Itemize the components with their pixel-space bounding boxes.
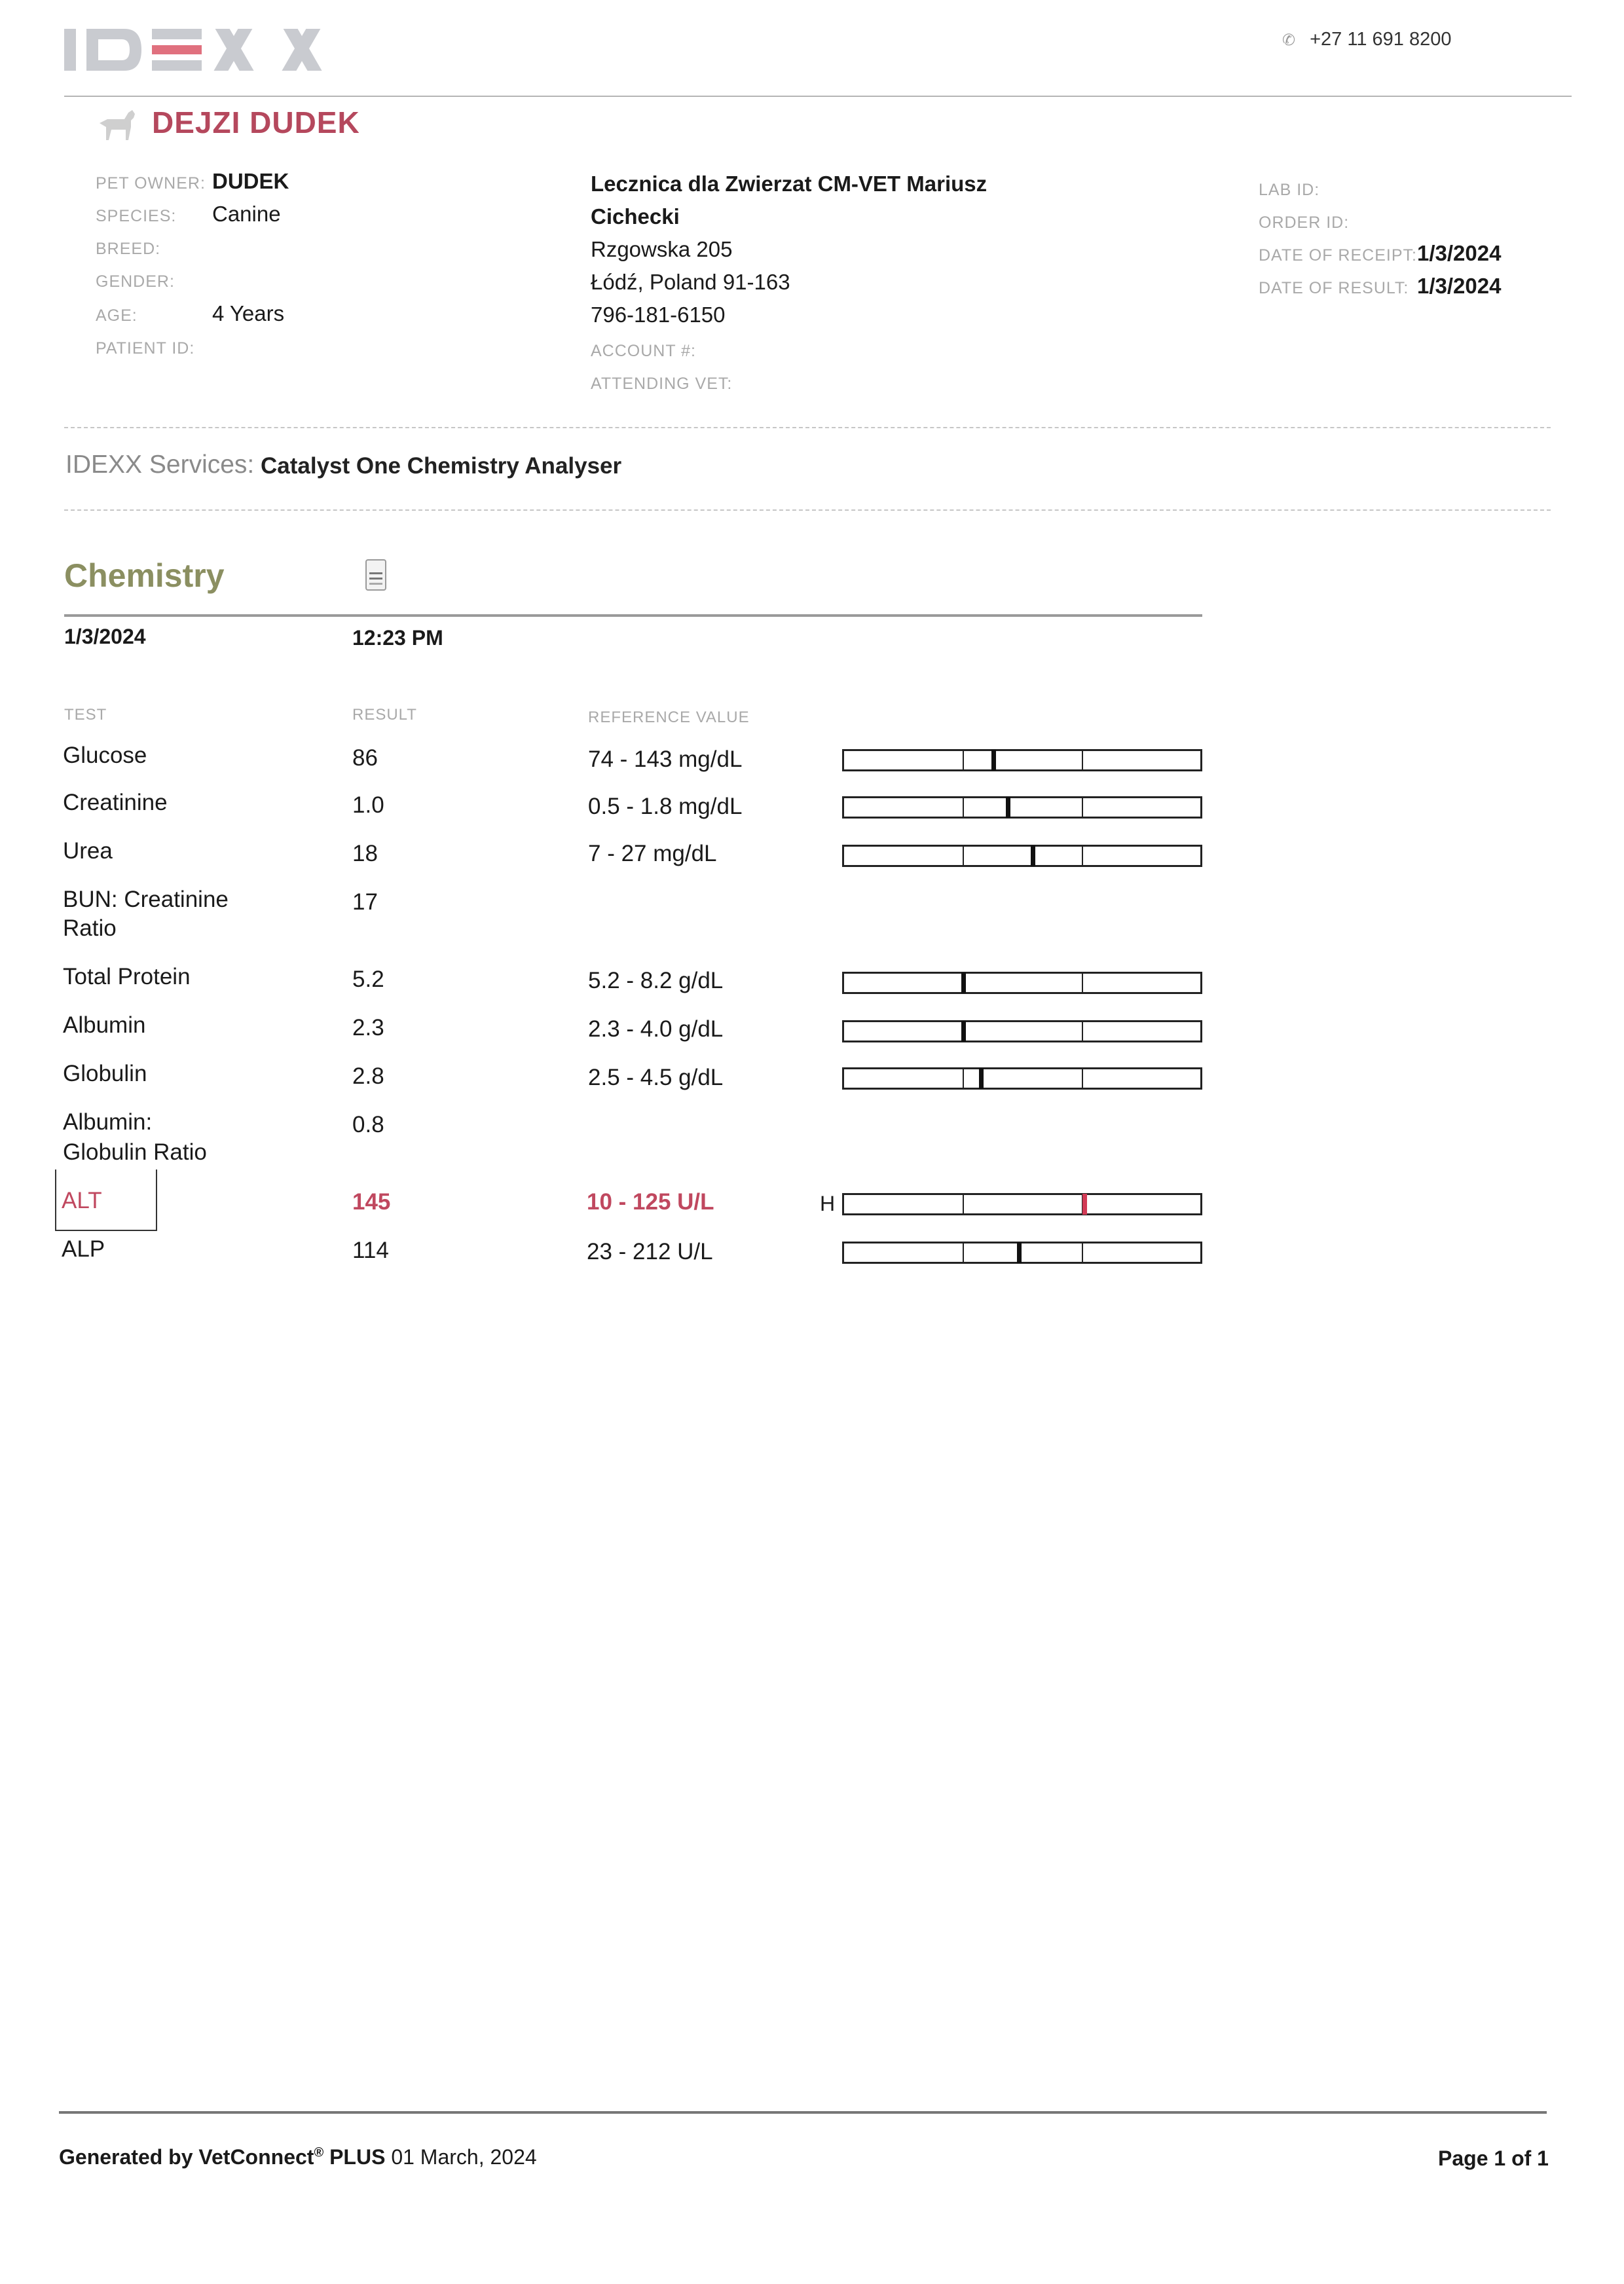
date-of-result-label: DATE OF RESULT:: [1259, 279, 1409, 297]
clinic-phone: 796-181-6150: [591, 303, 726, 327]
test-reference: 10 - 125 U/L: [587, 1189, 714, 1215]
test-reference: 5.2 - 8.2 g/dL: [588, 968, 724, 993]
test-name: Albumin:: [63, 1109, 153, 1135]
generated-date: 01 March, 2024: [391, 2145, 537, 2169]
test-reference: 23 - 212 U/L: [587, 1239, 713, 1264]
test-name: Globulin: [63, 1061, 147, 1086]
range-bar: [842, 972, 1202, 994]
test-result: 0.8: [352, 1112, 384, 1137]
test-reference: 2.5 - 4.5 g/dL: [588, 1065, 724, 1090]
test-reference: 74 - 143 mg/dL: [588, 746, 743, 772]
range-bar: [842, 1193, 1202, 1215]
range-marker: [1031, 845, 1035, 866]
patient-name: DEJZI DUDEK: [152, 105, 360, 139]
test-name-line2: Globulin Ratio: [63, 1139, 207, 1165]
range-bar: [842, 1020, 1202, 1042]
range-bar: [842, 1242, 1202, 1264]
chemistry-time: 12:23 PM: [352, 626, 443, 650]
account-label: ACCOUNT #:: [591, 342, 696, 360]
date-of-result-value: 1/3/2024: [1417, 274, 1502, 298]
date-of-receipt-label: DATE OF RECEIPT:: [1259, 246, 1417, 265]
test-name-line2: Ratio: [63, 915, 117, 941]
test-name: Albumin: [63, 1012, 146, 1038]
date-of-receipt-value: 1/3/2024: [1417, 241, 1502, 265]
services-label: IDEXX Services:: [65, 451, 255, 479]
test-result: 5.2: [352, 967, 384, 992]
test-name: Glucose: [63, 743, 147, 768]
test-result: 2.3: [352, 1015, 384, 1041]
dog-icon: [94, 103, 143, 143]
range-marker: [1017, 1242, 1022, 1263]
test-name: Urea: [63, 838, 113, 864]
clinic-name-line1: Lecznica dla Zwierzat CM-VET Mariusz: [591, 172, 987, 196]
clinic-address2: Łódź, Poland 91-163: [591, 270, 790, 294]
test-reference: 0.5 - 1.8 mg/dL: [588, 794, 743, 819]
range-bar: [842, 845, 1202, 867]
col-reference-header: REFERENCE VALUE: [588, 709, 750, 726]
test-name: Creatinine: [63, 790, 168, 815]
services-divider: [64, 509, 1551, 511]
species-label: SPECIES:: [96, 207, 177, 225]
test-reference: 2.3 - 4.0 g/dL: [588, 1016, 724, 1042]
registered-mark: ®: [314, 2145, 324, 2160]
lab-id-label: LAB ID:: [1259, 181, 1320, 199]
chemistry-date: 1/3/2024: [64, 625, 146, 648]
age-label: AGE:: [96, 306, 138, 325]
high-flag: H: [820, 1192, 836, 1215]
test-result: 17: [352, 889, 378, 915]
pet-owner-label: PET OWNER:: [96, 174, 206, 193]
test-result: 2.8: [352, 1063, 384, 1089]
test-result: 145: [352, 1189, 391, 1215]
test-result: 18: [352, 841, 378, 866]
generated-by: [59, 2145, 537, 2169]
lab-phone: [1282, 29, 1451, 50]
clinic-address1: Rzgowska 205: [591, 237, 733, 261]
col-result-header: RESULT: [352, 706, 417, 724]
test-reference: 7 - 27 mg/dL: [588, 841, 717, 866]
patient-id-label: PATIENT ID:: [96, 339, 195, 358]
attending-vet-label: ATTENDING VET:: [591, 375, 733, 393]
page-number: Page 1 of 1: [1438, 2146, 1549, 2170]
services-value: Catalyst One Chemistry Analyser: [261, 453, 622, 479]
chemistry-rule: [64, 614, 1202, 617]
range-bar: [842, 796, 1202, 819]
test-name: ALP: [62, 1236, 105, 1262]
footer-rule: [59, 2111, 1547, 2114]
phone-icon: ✆: [1282, 31, 1296, 49]
range-bar: [842, 1067, 1202, 1090]
header-divider: [64, 96, 1572, 97]
idexx-logo: [64, 24, 339, 76]
clinic-name-line2: Cichecki: [591, 204, 680, 229]
range-bar: [842, 749, 1202, 771]
range-marker: [1006, 797, 1010, 818]
test-result: 86: [352, 745, 378, 771]
range-marker: [961, 1021, 966, 1042]
document-icon: [364, 558, 388, 592]
range-marker: [1082, 1194, 1087, 1215]
test-name: Total Protein: [63, 964, 191, 989]
chemistry-title: Chemistry: [64, 557, 225, 594]
order-id-label: ORDER ID:: [1259, 213, 1350, 232]
range-marker: [961, 972, 966, 993]
pet-owner-value: DUDEK: [212, 169, 289, 193]
gender-label: GENDER:: [96, 272, 175, 291]
test-name: ALT: [62, 1188, 102, 1213]
lab-phone-number: +27 11 691 8200: [1310, 29, 1452, 50]
species-value: Canine: [212, 202, 281, 226]
age-value: 4 Years: [212, 301, 285, 325]
range-marker: [991, 750, 996, 771]
breed-label: BREED:: [96, 240, 161, 258]
info-divider: [64, 427, 1551, 428]
col-test-header: TEST: [64, 706, 107, 724]
generated-suffix: PLUS: [329, 2145, 386, 2169]
range-marker: [979, 1068, 984, 1089]
test-result: 1.0: [352, 792, 384, 818]
test-result: 114: [352, 1238, 389, 1263]
test-name: BUN: Creatinine: [63, 887, 229, 912]
generated-prefix: Generated by VetConnect: [59, 2145, 314, 2169]
